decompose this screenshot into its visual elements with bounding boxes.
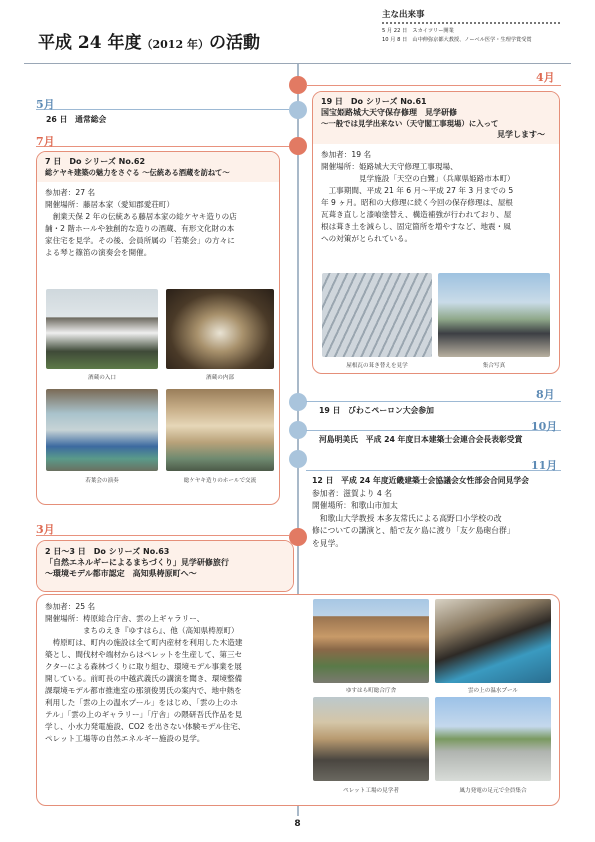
timeline-dot-may	[289, 101, 307, 119]
card-body	[37, 595, 307, 750]
month-label-april: 4月	[536, 71, 555, 84]
body-line: 課環境モデル都市推進室の那須俊男氏の案内で、地中熱を	[45, 686, 242, 695]
event-card-march-header	[36, 540, 294, 592]
card-subtitle: 国宝姫路城大天守保存修理 見学研修	[321, 108, 457, 117]
photo-group-april	[438, 273, 550, 357]
body-line: 工事期間、平成 21 年 6 月～平成 27 年 3 月までの 5	[321, 186, 514, 195]
month-rule-march	[36, 535, 289, 536]
month-label-march: 3月	[36, 523, 55, 536]
body-line: 年 9 ヶ月。昭和の大修理に続く今回の保存修理は、屋根	[321, 198, 513, 207]
body-line: ペレット工場等の自然エネルギー施設の見学。	[45, 734, 205, 743]
body-line: まちのえき『ゆすはら』、他（高知県梼原町）	[45, 626, 239, 635]
photo-caption: ゆすはら町総合庁舎	[345, 688, 397, 694]
body-line: 家住宅を見学。その後、会員所属の「若葉会」の方々に	[45, 236, 235, 245]
event-title: 12 日 平成 24 年度近畿建築士会協議会女性部会合同見学会	[312, 476, 529, 485]
card-subtitle: 「自然エネルギーによるまちづくり」見学研修旅行	[45, 558, 229, 567]
body-line: 梼原町は、町内の施設は全て町内産材を利用した木造建	[45, 638, 243, 647]
month-rule-october	[306, 430, 561, 431]
body-line: 瓦葺き直しと漆喰塗替え、構造補強が行われており、屋	[321, 210, 512, 219]
event-may: 26 日 通常総会	[46, 115, 107, 124]
card-subtitle: 見学します～	[497, 130, 545, 139]
photo-brewery-entrance	[46, 289, 158, 369]
body-line: 参加者：滋賀より 4 名	[312, 488, 393, 498]
photo-caption: 集合写真	[482, 363, 506, 369]
card-header	[37, 541, 293, 592]
body-line: 参加者：25 名	[45, 602, 96, 611]
photo-pellet-factory	[313, 697, 429, 781]
photo-caption: 屋根瓦の葺き替えを見学	[346, 363, 408, 369]
page-number: 8	[294, 819, 301, 829]
photo-wakabakai-performance	[46, 389, 158, 471]
body-line: 創業天保 2 年の伝統ある藤居本家の総ケヤキ造りの店	[45, 212, 237, 221]
timeline-dot-july	[289, 137, 307, 155]
body-line: 開催場所：梼原総合庁舎、雲の上ギャラリー、	[45, 614, 205, 623]
timeline-dot-october	[289, 421, 307, 439]
photo-brewery-interior	[166, 289, 274, 369]
body-line: 参加者：19 名	[321, 150, 372, 159]
body-line: 学し、小水力発電施設、CO2 を出さない体験モデル住宅、	[45, 722, 246, 731]
card-header	[37, 152, 279, 182]
news-heading: 主な出来事	[382, 10, 425, 20]
photo-caption: 若葉会の演奏	[85, 478, 119, 484]
photo-caption: 酒蔵の入口	[88, 375, 116, 381]
card-header	[313, 92, 559, 144]
card-subtitle: ～環境モデル都市認定 高知県梼原町へ～	[45, 569, 197, 578]
body-line: 築とし、間伐材や端材からはペレットを生産して、第三セ	[45, 650, 243, 659]
card-body	[37, 182, 279, 264]
news-item: 5 月 22 日 スカイツリー開業	[382, 28, 454, 34]
photo-caption: 雲の上の温水プール	[467, 688, 519, 694]
photo-wind-turbine-group	[435, 697, 551, 781]
photo-roof-tile-work	[322, 273, 432, 357]
event-november	[312, 475, 560, 550]
photo-caption: 酒蔵の内部	[206, 375, 234, 381]
news-box	[382, 8, 562, 64]
body-line: 根は葺き土を減らし、固定箇所を増やすなど、地震・風	[321, 222, 511, 231]
body-line: 開している。前町長の中越武義氏の講演を聞き、環境整備	[45, 674, 243, 683]
card-title: 7 日 Do シリーズ No.62	[45, 157, 146, 166]
photo-town-hall	[313, 599, 429, 683]
body-line: への対策がとられている。	[321, 234, 413, 243]
photo-heated-pool	[435, 599, 551, 683]
month-label-july: 7月	[36, 135, 55, 148]
body-line: 修についての講演と、船で友ケ島に渡り「友ケ島砲台群」	[312, 526, 515, 535]
photo-caption: 風力発電の足元で全員集合	[459, 788, 527, 794]
month-rule-august	[306, 401, 561, 402]
month-rule-may	[36, 109, 289, 110]
month-rule-november	[306, 470, 561, 471]
photo-caption: 総ケヤキ造りのホールで交流	[183, 478, 257, 484]
card-subtitle: ～一般では見学出来ない（天守閣工事現場）に入って	[321, 119, 499, 128]
page-title: 平成 24 年度（2012 年）の活動	[38, 33, 260, 53]
month-rule-april	[306, 85, 561, 86]
timeline-dot-april	[289, 76, 307, 94]
event-august: 19 日 びわこペーロン大会参加	[319, 406, 434, 415]
card-body	[313, 144, 559, 250]
month-label-august: 8月	[536, 388, 555, 401]
body-line: 和歌山大学教授 本多友常氏による高野口小学校の改	[312, 513, 502, 523]
dotted-divider	[382, 22, 560, 24]
body-line: 開催場所：和歌山市加太	[312, 501, 398, 510]
photo-caption: ペレット工場の見学者	[343, 788, 399, 794]
photo-keyaki-hall	[166, 389, 274, 471]
body-line: 利用した「雲の上の温水プール」をはじめ、「雲の上のホ	[45, 698, 238, 707]
card-title: 19 日 Do シリーズ No.61	[321, 97, 427, 106]
body-line: 見学施設「天空の白鷺」（兵庫県姫路市本町）	[321, 174, 515, 183]
card-title: 2 日～3 日 Do シリーズ No.63	[45, 547, 170, 556]
body-line: 開催場所：姫路城大天守修理工事現場、	[321, 162, 458, 171]
month-label-october: 10月	[531, 420, 558, 433]
month-label-november: 11月	[531, 459, 558, 472]
body-line: クターによる森林づくりに取り組む、環境モデル事業を展	[45, 662, 242, 671]
month-label-may: 5月	[36, 98, 55, 111]
body-line: 開催場所：藤居本家（愛知郡愛荘町）	[45, 200, 175, 209]
timeline-dot-november	[289, 450, 307, 468]
event-october: 河島明美氏 平成 24 年度日本建築士会連合会長表彰受賞	[319, 435, 523, 444]
card-subtitle: 総ケヤキ建築の魅力をさぐる ～伝統ある酒蔵を訪ねて～	[45, 168, 230, 177]
timeline-dot-august	[289, 393, 307, 411]
news-item: 10 月 8 日 山中伸弥京都大教授、ノーベル医学・生理学賞受賞	[382, 37, 532, 43]
body-line: テル」「雲の上のギャラリー」「庁舎」の隈研吾氏作品を見	[45, 710, 243, 719]
body-line: を見学。	[312, 538, 344, 548]
month-rule-july	[36, 146, 289, 147]
body-line: よる琴と篠笛の演奏会を開催。	[45, 248, 152, 257]
body-line: 参加者：27 名	[45, 188, 96, 197]
body-line: 舗・2 階ホールや独創的な造りの酒蔵、有形文化財の本	[45, 224, 235, 233]
